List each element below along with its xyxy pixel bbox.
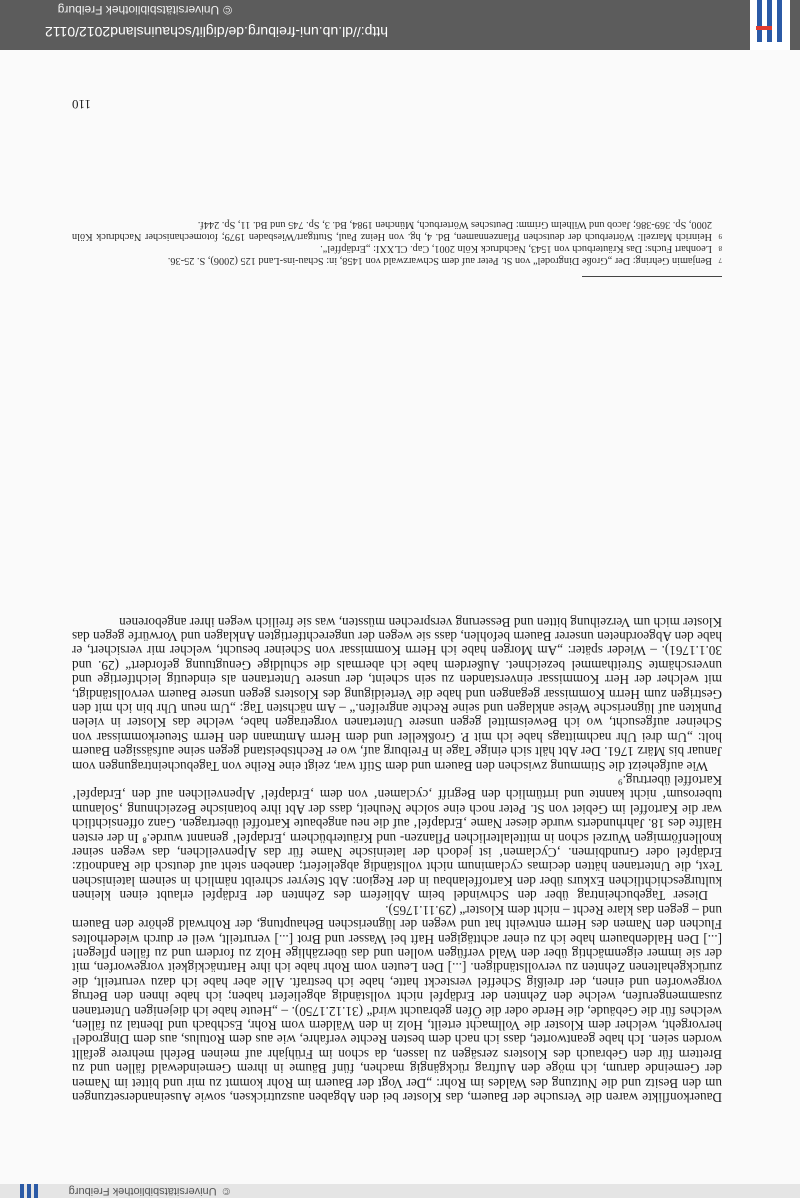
top-credit-strip bbox=[0, 1184, 800, 1198]
page-number: 110 bbox=[72, 97, 92, 112]
library-logo-icon bbox=[16, 1184, 40, 1198]
university-logo-icon bbox=[750, 0, 790, 50]
copyright-icon: © bbox=[222, 1185, 230, 1197]
footnote-7 bbox=[72, 254, 722, 266]
footnote-number: 9 bbox=[718, 232, 722, 240]
paragraph-1: Dauerkonflikte waren die Versuche der Bauern, das Kloster bei den Abgaben auszutricksen, sowie Auseinandersetzungen um den Besitz und die Nutzung des Waldes im Rohr: „Der Vogt der Bauern im Rohr kommt zu mir und bittet im Namen der Gemeinde darum, ich möge den Auftrag rückgängig machen, fünf Bäume in ihrem Gemeindewald fällen und zu Brettern für den Gebrauch des Klosters zersägen zu lassen, da schon im Frühjahr auf meinen Befehl mehrere gefällt worden seien. Ich habe geantwortet, dass ich nach dem besten Rechte verfahre, wie aus dem Rotulus, aus dem Dingrodel¹ hervorgeht, welcher dem Kloster die Vollmacht erteilt, Holz in den Wäldern vom Rohr, Eschbach und Ibental zu fällen, welches für die Gebäude, die Herde oder die Öfen gebraucht wird“ (31.12.1750). – „Heute habe ich diejenigen Untertanen zusammengerufen, welche den Zehnten der Erdäpfel nicht vollständig abgeliefert haben; ich habe ihnen den Betrug vorgeworfen und einen, der dreißig Scheffel versteckt hatte, habe ich bestraft. Alle aber habe ich dazu verurteilt, die zurückgehaltenen Zehnten zu vervollständigen. [...] Den Leuten vom Rohr habe ich ihre Hartnäckigkeit vorgeworfen, mit der sie immer eigenmächtig über den Wald verfügen wollen und das überzählige Holz zu fordern und zu fällen pflegen! [...] Den Haldenbauern habe ich zu einer achttägigen Haft bei Wasser und Brot [...] verurteilt, weil er durch wiederholtes Fluchen den Namen des Herrn entweiht hat und wegen der lügnerischen Behauptung, der Rohrwald gehöre den Bauern und – gegen das klare Recht – nicht dem Kloster“ (29.11.1765). bbox=[72, 902, 722, 1105]
paragraph-2: Dieser Tagebucheintrag über den Schwindel beim Abliefern des Zehnten der Erdäpfel erlaubt einen kleinen kulturgeschichtlichen Exkurs über den Kartoffelanbau in der Region: Abt Steyrer schreibt nämlich in seinem lateinischen Text, die Untertanen hätten decimas cyclaminum nicht vollständig abgeliefert; daneben steht auf deutsch die Randnotiz: Erdäpfel oder Grundbirnen. ‚Cyclamen‘ ist jedoch der lateinische Name für das Alpenveilchen, das wegen seiner knollenförmigen Wurzel schon in mittelalterlichen Pflanzen- und Kräuterbüchern ‚Erdapfel‘ genannt wurde.⁸ In der ersten Hälfte des 18. Jahrhunderts wurde dieser Name ‚Erdapfel‘ auf die neu angebaute Kartoffel übertragen. Ganz offensichtlich war die Kartoffel im Gebiet von St. Peter noch eine solche Neuheit, dass der Abt ihre botanische Bezeichnung ‚Solanum tuberosum‘ nicht kannte und irrtümlich den Begriff ‚cyclamen‘ von dem ‚Erdapfel‘ Alpenveilchen auf den ‚Erdapfel‘ Kartoffel übertrug.⁹ bbox=[72, 773, 722, 904]
footer-credit bbox=[58, 3, 232, 17]
footnote-text: Heinrich Marzell: Wörterbuch der deutschen Pflanzennamen, Bd. 4, hg. von Heinz Paul, Stuttgart/Wiesbaden 1979; fotomechanischer Nachdruck Köln 2000, Sp. 369-386; Jacob und Wilhelm Grimm: Deutsches Wörterbuch, München 1984, Bd. 3, Sp. 745 und Bd. 11, Sp. 244f. bbox=[72, 219, 712, 242]
copyright-icon: © bbox=[223, 3, 232, 17]
footnote-8 bbox=[72, 242, 722, 254]
footer-credit-text: Universitätsbibliothek Freiburg bbox=[57, 3, 220, 17]
top-credit-text: Universitätsbibliothek Freiburg bbox=[68, 1185, 217, 1197]
source-url-link[interactable]: http://dl.ub.uni-freiburg.de/diglit/schauinsland2012/0112 bbox=[45, 24, 388, 40]
footnote-text: Benjamin Gehring: Der „Große Dingrodel“ von St. Peter auf dem Schwarzwald von 1458, in: Schau-ins-Land 125 (2006), S. 25-36. bbox=[167, 255, 712, 266]
footnote-number: 7 bbox=[718, 256, 722, 264]
footnote-9 bbox=[72, 218, 722, 242]
footnotes bbox=[72, 218, 722, 266]
main-text bbox=[72, 614, 722, 1104]
footnote-divider bbox=[582, 276, 722, 277]
paragraph-3: Wie aufgeheizt die Stimmung zwischen den Bauern und dem Stift war, zeigt eine Reihe von Tagebucheintragungen vom Januar bis März 1761. Der Abt hält sich einige Tage in Freiburg auf, wo er Rechtsbeistand gegen seine aufsässigen Bauern holt: „Um drei Uhr nachmittags habe ich mit P. Großkeller und dem Herrn Amtmann den Herrn Steuerkommissar von Scheiner aufgesucht, wo ich Beweismittel gegen unsere Untertanen vorgetragen habe, welche das Kloster in vielen Punkten auf lügnerische Weise anklagen und seine Rechte angreifen.“ – Am nächsten Tag: „Um neun Uhr bin ich mit den Gestrigen zum Herrn Kommissar gegangen und habe die Verteidigung des Klosters gegen unsere Bauern vervollständigt, mit welcher der Herr Kommissar einverstanden zu sein scheint, der unsere Untertanen als eindeutig leichtfertige und unverschämte Streithammel bezeichnet. Außerdem habe ich abermals die schuldige Genugtuung gefordert“ (29. und 30.1.1761). – Wieder später: „Am Morgen habe ich Herrn Kommissar von Scheiner besucht, welcher mir versichert, er habe den Abgeordneten unserer Bauern befohlen, dass sie wegen der ungerechtfertigten Anklagen und Vorwürfe gegen das Kloster mich um Verzeihung bitten und Besserung versprechen müssten, was sie freilich wegen ihrer angeborenen bbox=[72, 614, 722, 774]
footnote-text: Leonhart Fuchs: Das Kräuterbuch von 1543, Nachdruck Köln 2001, Cap. CLXXI: „Erdäpffel“. bbox=[320, 243, 712, 254]
footer-bar bbox=[0, 0, 800, 50]
footnote-number: 8 bbox=[718, 244, 722, 252]
